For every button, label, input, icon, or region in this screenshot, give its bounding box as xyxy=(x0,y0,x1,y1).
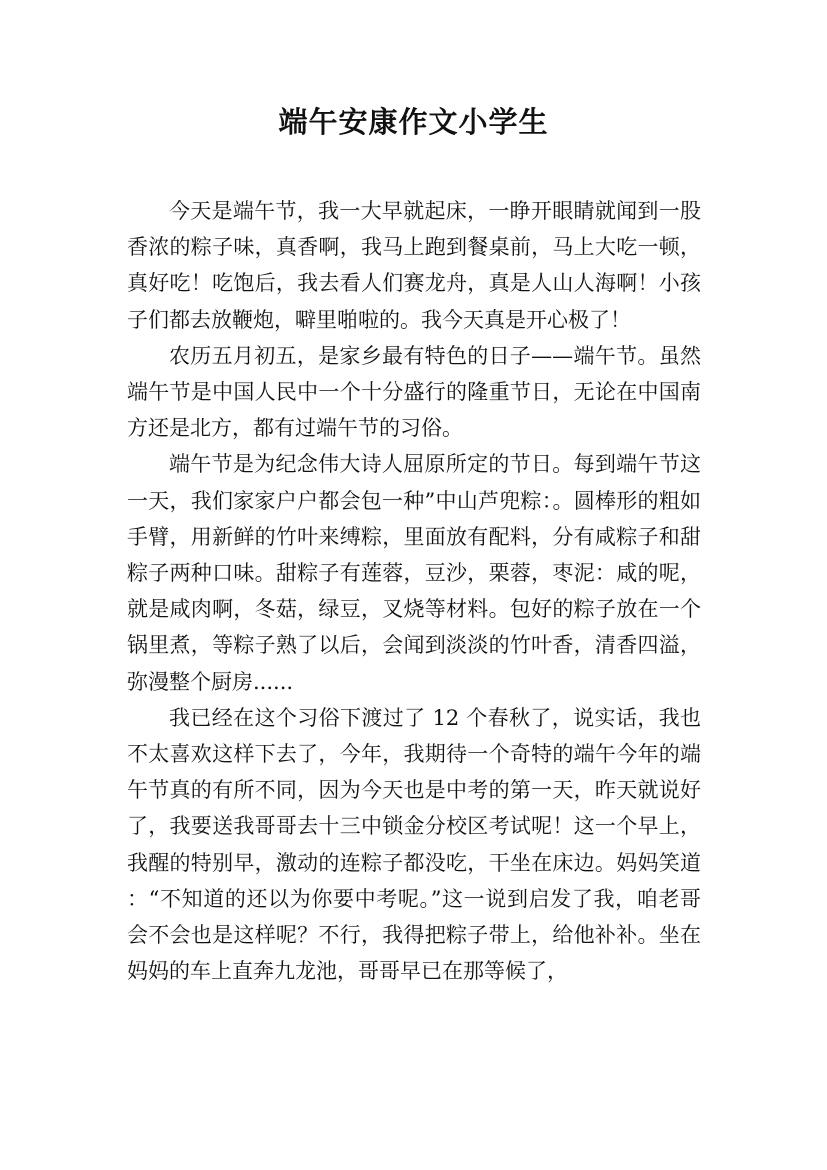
page-title: 端午安康作文小学生 xyxy=(278,105,549,139)
article-body xyxy=(127,193,701,989)
paragraph-4: 我已经在这个习俗下渡过了 12 个春秋了，说实话，我也不太喜欢这样下去了，今年，我期待一个奇特的端午今年的端午节真的有所不同，因为今天也是中考的第一天，昨天就说好了，我要送我哥哥去十三中锁金分校区考试呢！这一个早上，我醒的特别早，激动的连粽子都没吃，干坐在床边。妈妈笑道：“不知道的还以为你要中考呢。”这一说到启发了我，咱老哥会不会也是这样呢？不行，我得把粽子带上，给他补补。坐在妈妈的车上直奔九龙池，哥哥早已在那等候了， xyxy=(127,705,701,984)
paragraph-3: 端午节是为纪念伟大诗人屈原所定的节日。每到端午节这一天，我们家家户户都会包一种”中山芦兜粽：。圆棒形的粗如手臂，用新鲜的竹叶来缚粽，里面放有配料，分有咸粽子和甜粽子两种口味。甜粽子有莲蓉，豆沙，栗蓉，枣泥：咸的呢，就是咸肉啊，冬菇，绿豆，叉烧等材料。包好的粽子放在一个锅里煮，等粽子熟了以后，会闻到淡淡的竹叶香，清香四溢，弥漫整个厨房...... xyxy=(127,452,701,694)
paragraph-1: 今天是端午节，我一大早就起床，一睁开眼睛就闻到一股香浓的粽子味，真香啊，我马上跑到餐桌前，马上大吃一顿，真好吃！吃饱后，我去看人们赛龙舟，真是人山人海啊！小孩子们都去放鞭炮，噼里啪啦的。我今天真是开心极了！ xyxy=(127,199,701,332)
paragraph-2: 农历五月初五，是家乡最有特色的日子——端午节。虽然端午节是中国人民中一个十分盛行的隆重节日，无论在中国南方还是北方，都有过端午节的习俗。 xyxy=(127,343,701,441)
